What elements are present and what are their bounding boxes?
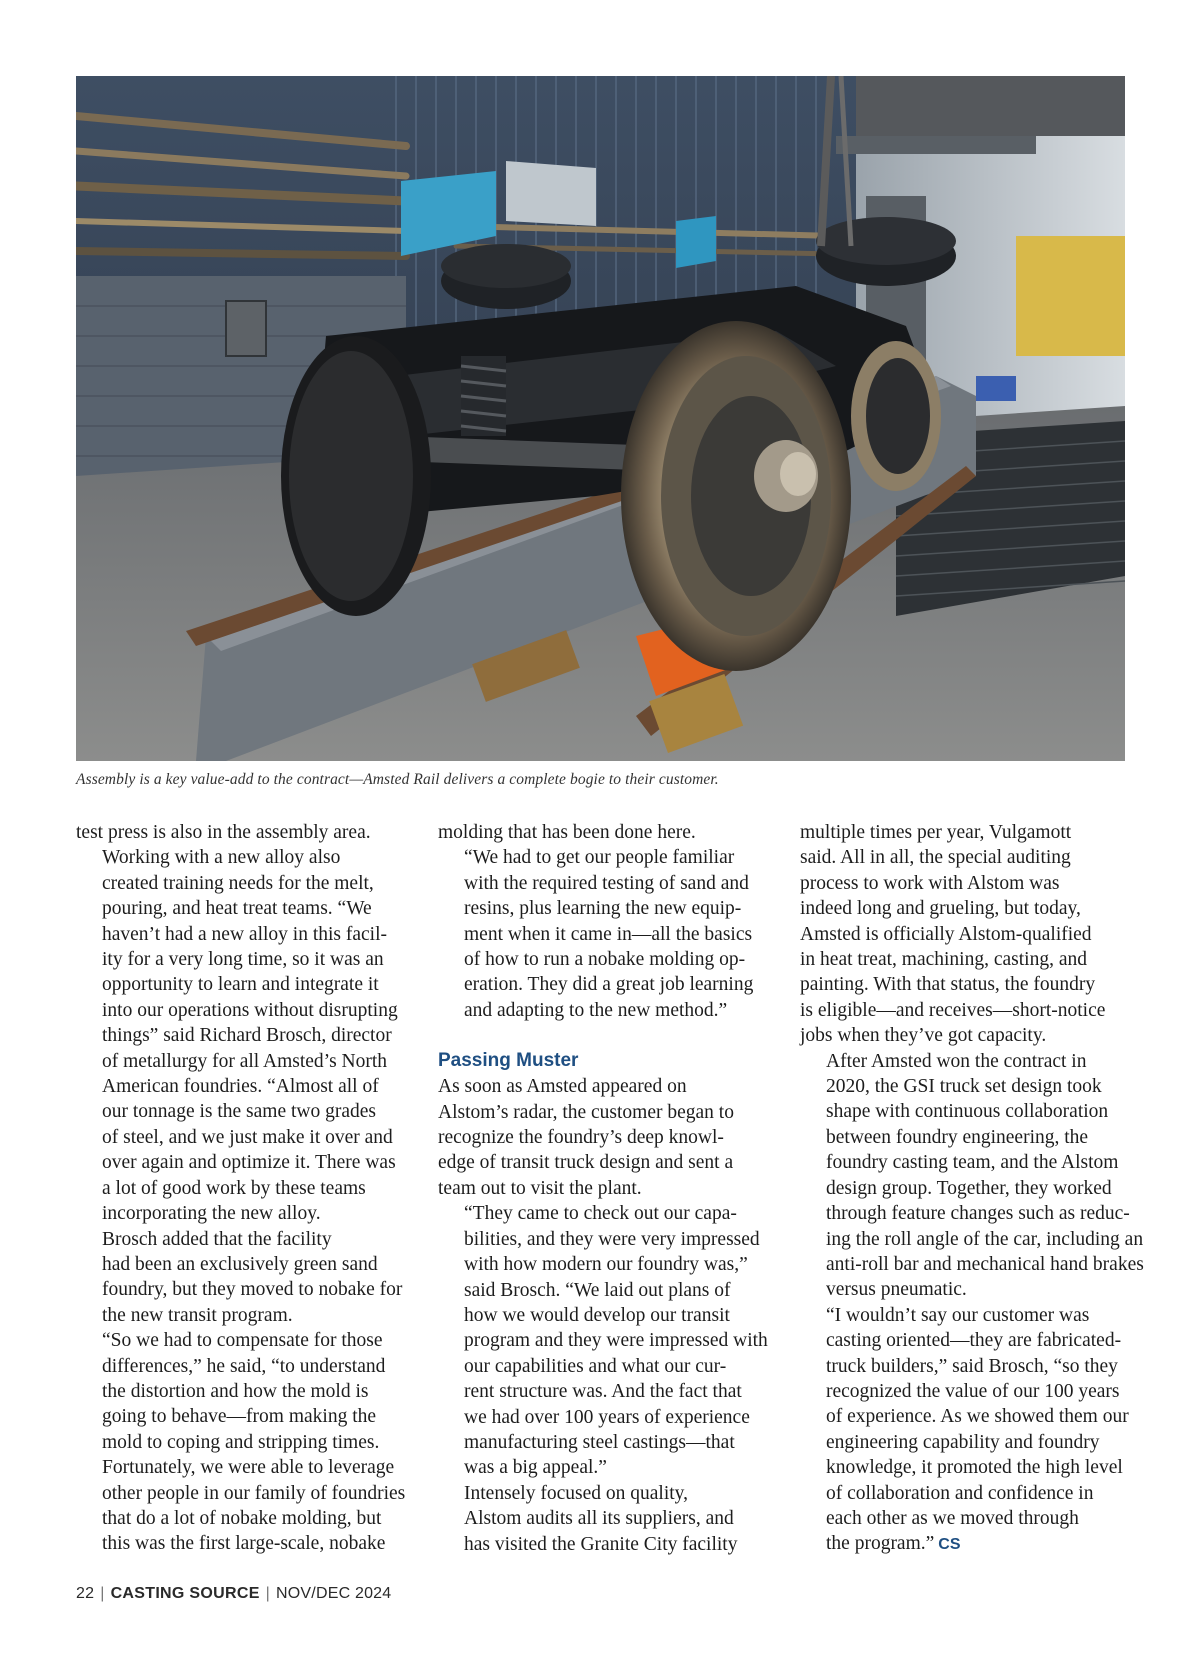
text-line: other people in our family of foundries [102, 1482, 406, 1504]
text-line: is eligible—and receives—short-notice [800, 999, 1106, 1021]
bogie-assembly-photo [76, 76, 1125, 761]
text-line: ity for a very long time, so it was an [102, 949, 384, 971]
text-line: incorporating the new alloy. [102, 1203, 321, 1225]
text-line: “We had to get our people familiar [464, 847, 735, 869]
text-line: molding that has been done here. [438, 822, 696, 843]
text-line: manufacturing steel castings—that [464, 1431, 735, 1453]
text-line: haven’t had a new alloy in this facil- [102, 923, 388, 945]
text-line: program and they were impressed with [464, 1330, 768, 1352]
article-paragraph [438, 1481, 773, 1557]
text-line: jobs when they’ve got capacity. [800, 1025, 1047, 1047]
footer-divider: | [265, 1585, 271, 1602]
text-line: multiple times per year, Vulgamott [800, 822, 1072, 843]
text-line: pouring, and heat treat teams. “We [102, 898, 372, 920]
text-line: had been an exclusively green sand [102, 1253, 378, 1275]
issue-date: NOV/DEC 2024 [276, 1585, 392, 1602]
text-line: knowledge, it promoted the high level [826, 1457, 1123, 1479]
article-paragraph [438, 845, 773, 1023]
text-line: “They came to check out our capa- [464, 1203, 737, 1225]
text-line: eration. They did a great job learning [464, 974, 754, 996]
text-line: with how modern our foundry was,” [464, 1254, 748, 1276]
text-line: ment when it came in—all the basics [464, 923, 753, 945]
text-line: of metallurgy for all Amsted’s North [102, 1050, 388, 1072]
text-line: mold to coping and stripping times. [102, 1431, 380, 1453]
text-line: shape with continuous collaboration [826, 1101, 1109, 1123]
text-line: this was the first large-scale, nobake [102, 1533, 386, 1555]
text-line: rent structure was. And the fact that [464, 1381, 742, 1403]
text-line: between foundry engineering, the [826, 1126, 1089, 1148]
article-paragraph [800, 820, 1130, 1049]
text-line: edge of transit truck design and sent a [438, 1152, 734, 1174]
article-paragraph [76, 1227, 406, 1329]
text-line: casting oriented—they are fabricated- [826, 1330, 1122, 1352]
article-paragraph [438, 1074, 773, 1201]
text-line: bilities, and they were very impressed [464, 1228, 760, 1250]
text-line: of how to run a nobake molding op- [464, 949, 746, 971]
text-line: going to behave—from making the [102, 1406, 377, 1428]
text-line: our tonnage is the same two grades [102, 1101, 377, 1123]
publication-name: CASTING SOURCE [110, 1585, 260, 1602]
text-line-content: the program.” [826, 1533, 935, 1555]
text-line: Fortunately, we were able to leverage [102, 1457, 395, 1479]
article-paragraph [76, 820, 406, 845]
article-paragraph [438, 1201, 773, 1480]
text-line: process to work with Alstom was [800, 872, 1060, 894]
text-line [800, 1531, 1130, 1557]
text-line: we had over 100 years of experience [464, 1406, 750, 1428]
text-line: truck builders,” said Brosch, “so they [826, 1355, 1118, 1377]
text-line: in heat treat, machining, casting, and [800, 949, 1087, 971]
text-line: American foundries. “Almost all of [102, 1076, 379, 1098]
article-paragraph [76, 845, 406, 1226]
article-paragraph [438, 820, 773, 845]
text-line: a lot of good work by these teams [102, 1177, 366, 1199]
text-line: our capabilities and what our cur- [464, 1355, 727, 1377]
photo-caption: Assembly is a key value-add to the contract—Amsted Rail delivers a complete bogie to their customer. [76, 771, 719, 788]
text-line: After Amsted won the contract in [826, 1050, 1087, 1072]
article-paragraph [800, 1303, 1130, 1558]
footer-divider: | [100, 1585, 105, 1602]
text-line: the new transit program. [102, 1304, 293, 1326]
section-subheading: Passing Muster [438, 1050, 579, 1072]
text-line: anti-roll bar and mechanical hand brakes [826, 1253, 1144, 1275]
text-line: of steel, and we just make it over and [102, 1126, 393, 1148]
text-line: Alstom audits all its suppliers, and [464, 1508, 734, 1530]
text-line: opportunity to learn and integrate it [102, 974, 379, 996]
text-line: Brosch added that the facility [102, 1228, 332, 1250]
text-line: how we would develop our transit [464, 1304, 730, 1326]
text-line: painting. With that status, the foundry [800, 974, 1096, 996]
page-footer [76, 1585, 391, 1603]
text-line: the distortion and how the mold is [102, 1380, 369, 1402]
text-line: engineering capability and foundry [826, 1431, 1100, 1453]
article-paragraph [800, 1049, 1144, 1303]
text-line: over again and optimize it. There was [102, 1152, 396, 1174]
text-line: through feature changes such as reduc- [826, 1203, 1130, 1225]
end-of-article-mark: CS [938, 1536, 961, 1554]
text-line: “So we had to compensate for those [102, 1330, 383, 1352]
text-column-1 [76, 820, 406, 1557]
text-line: design group. Together, they worked [826, 1177, 1112, 1199]
text-line: has visited the Granite City facility [464, 1533, 738, 1555]
text-line: was a big appeal.” [464, 1457, 607, 1479]
text-line: of experience. As we showed them our [826, 1406, 1129, 1428]
text-column-2 [438, 820, 773, 1557]
text-line: Amsted is officially Alstom-qualified [800, 923, 1092, 945]
text-line: recognized the value of our 100 years [826, 1380, 1120, 1402]
text-line: each other as we moved through [826, 1507, 1079, 1529]
text-line: that do a lot of nobake molding, but [102, 1507, 382, 1529]
text-line: and adapting to the new method.” [464, 999, 728, 1021]
text-column-3 [800, 820, 1144, 1558]
text-line: of collaboration and confidence in [826, 1482, 1094, 1504]
text-line: team out to visit the plant. [438, 1177, 642, 1199]
photo-illustration [76, 76, 1125, 761]
article-paragraph [76, 1328, 406, 1557]
text-line: indeed long and grueling, but today, [800, 898, 1081, 920]
text-line: Alstom’s radar, the customer began to [438, 1101, 734, 1123]
text-line: resins, plus learning the new equip- [464, 898, 742, 920]
text-line: versus pneumatic. [826, 1279, 967, 1301]
text-line: into our operations without disrupting [102, 999, 398, 1021]
text-line: As soon as Amsted appeared on [438, 1076, 687, 1098]
text-line: Working with a new alloy also [102, 847, 341, 869]
text-line: with the required testing of sand and [464, 872, 749, 894]
text-line: recognize the foundry’s deep knowl- [438, 1127, 724, 1149]
text-line: foundry casting team, and the Alstom [826, 1152, 1119, 1174]
text-line: ing the roll angle of the car, including an [826, 1228, 1144, 1250]
text-line: “I wouldn’t say our customer was [826, 1304, 1090, 1326]
text-line: said. All in all, the special auditing [800, 847, 1071, 869]
text-line: Intensely focused on quality, [464, 1482, 689, 1504]
text-line: 2020, the GSI truck set design took [826, 1076, 1102, 1098]
text-line: said Brosch. “We laid out plans of [464, 1279, 731, 1301]
text-line: foundry, but they moved to nobake for [102, 1279, 403, 1301]
text-line: things” said Richard Brosch, director [102, 1025, 392, 1047]
text-line: differences,” he said, “to understand [102, 1355, 386, 1377]
text-line: created training needs for the melt, [102, 872, 374, 894]
page-number: 22 [76, 1585, 95, 1602]
text-line: test press is also in the assembly area. [76, 822, 371, 843]
